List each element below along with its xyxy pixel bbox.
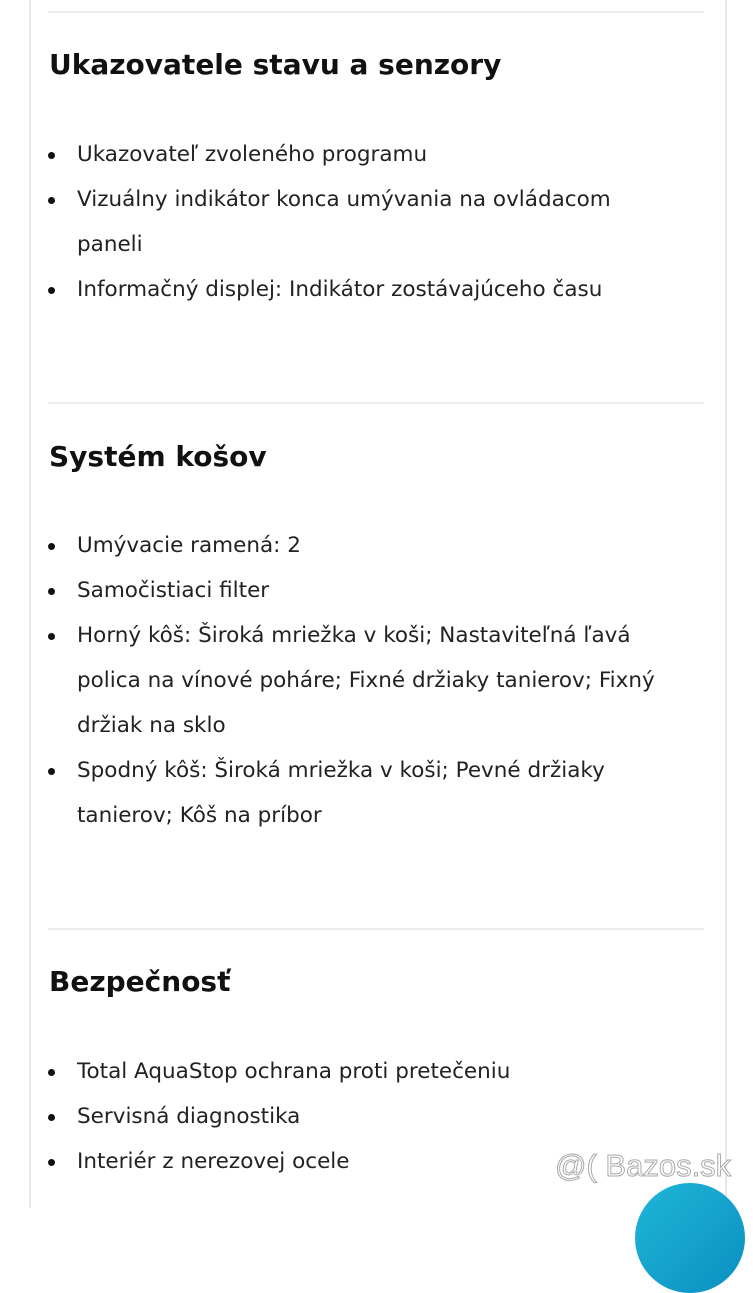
list-item: Servisná diagnostika	[48, 1094, 668, 1139]
list-item: Ukazovateľ zvoleného programu	[48, 132, 668, 177]
feature-list	[48, 132, 668, 312]
watermark: @( Bazos.sk	[555, 1148, 732, 1183]
list-item: Horný kôš: Široká mriežka v koši; Nastaviteľná ľavá polica na vínové poháre; Fixné držiaky tanierov; Fixný držiak na sklo	[48, 613, 668, 748]
section-heading: Ukazovatele stavu a senzory	[49, 48, 502, 81]
list-item: Samočistiaci filter	[48, 568, 668, 613]
list-item: Total AquaStop ochrana proti pretečeniu	[48, 1049, 668, 1094]
feature-list	[48, 523, 668, 838]
list-item: Interiér z nerezovej ocele	[48, 1139, 668, 1184]
divider	[48, 402, 704, 404]
list-item: Spodný kôš: Široká mriežka v koši; Pevné držiaky tanierov; Kôš na príbor	[48, 748, 668, 838]
section-heading: Systém košov	[49, 440, 267, 473]
section-heading: Bezpečnosť	[49, 965, 231, 998]
list-item: Informačný displej: Indikátor zostávajúceho času	[48, 267, 668, 312]
divider	[48, 11, 704, 13]
list-item: Vizuálny indikátor konca umývania na ovládacom paneli	[48, 177, 668, 267]
list-item: Umývacie ramená: 2	[48, 523, 668, 568]
divider	[48, 928, 704, 930]
